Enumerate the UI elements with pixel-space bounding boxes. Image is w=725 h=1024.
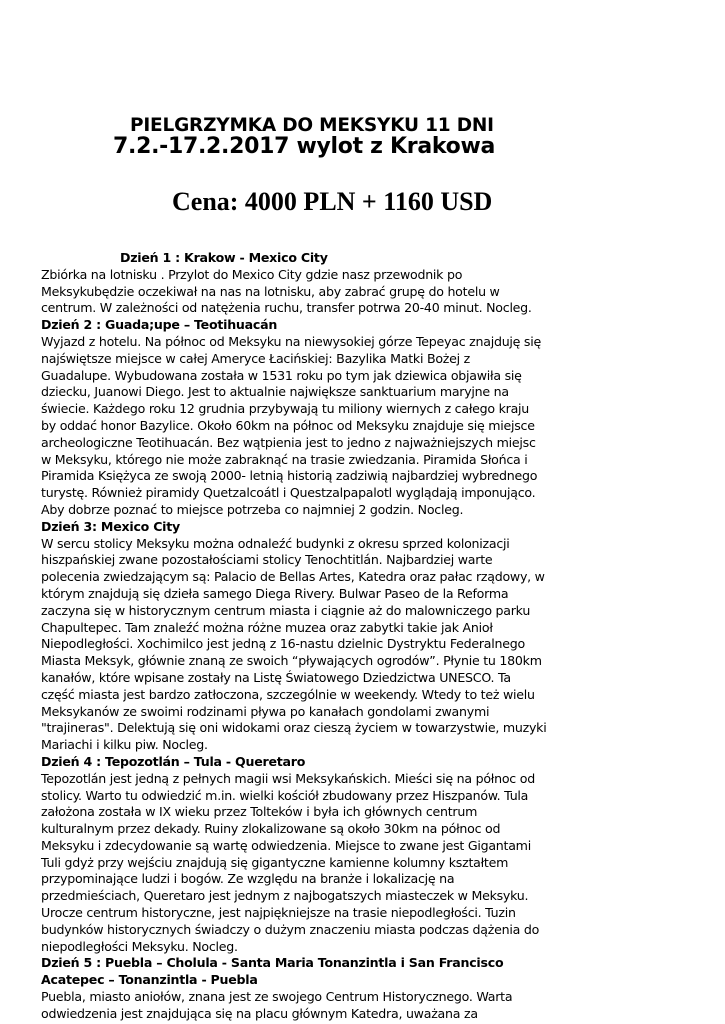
day-heading: Dzień 3: Mexico City [41, 518, 180, 534]
day-heading: Dzień 5 : Puebla – Cholula - Santa Maria Tonanzintla i San Francisco [41, 955, 504, 971]
body-text-line: w Meksyku, którego nie może zabraknąć na trasie zwiedzania. Piramida Słońca i [41, 451, 528, 467]
body-text-line: Niepodległości. Xochimilco jest jedną z 16-nastu dzielnic Dystryktu Federalnego [41, 636, 525, 652]
day-heading: Dzień 2 : Guada;upe – Teotihuacán [41, 317, 278, 333]
price-line: Cena: 4000 PLN + 1160 USD [172, 187, 493, 216]
body-text-line: centrum. W zależności od natężenia ruchu, transfer potrwa 20-40 minut. Nocleg. [41, 300, 532, 316]
body-text-line: kulturalnym przez dekady. Ruiny zlokalizowane są około 30km na północ od [41, 821, 501, 837]
body-text-line: przedmieściach, Queretaro jest jednym z najbogatszych miasteczek w Meksyku. [41, 888, 529, 904]
body-text-line: turystę. Również piramidy Quetzalcoátl i Questzalpapalotl wyglądają imponująco. [41, 485, 536, 501]
day-heading: Acatepec – Tonanzintla - Puebla [41, 972, 258, 988]
body-text-line: hiszpańskiej zwane pozostałościami stolicy Tenochtitlán. Najbardziej warte [41, 552, 493, 568]
body-text-line: Meksykubędzie oczekiwał na nas na lotnisku, aby zabrać grupę do hotelu w [41, 283, 500, 299]
body-text-line: odwiedzenia jest znajdująca się na placu głównym Katedra, uważana za [41, 1005, 478, 1021]
body-text-line: Wyjazd z hotelu. Na północ od Meksyku na niewysokiej górze Tepeyac znajduję się [41, 333, 541, 349]
itinerary-body [41, 250, 696, 1023]
body-text-line: Aby dobrze poznać to miejsce potrzeba co najmniej 2 godzin. Nocleg. [41, 501, 464, 517]
body-text-line: świecie. Każdego roku 12 grudnia przybywają tu miliony wiernych z całego kraju [41, 401, 530, 417]
body-text-line: Miasta Meksyk, głównie znaną ze swoich “pływających ogrodów”. Płynie tu 180km [41, 653, 542, 669]
body-text-line: założona została w IX wieku przez Tolteków i była ich głównych centrum [41, 804, 478, 820]
body-text-line: Chapultepec. Tam znaleźć można różne muzea oraz zabytki takie jak Anioł [41, 619, 493, 635]
body-text-line: W sercu stolicy Meksyku można odnaleźć budynki z okresu sprzed kolonizacji [41, 535, 510, 551]
body-text-line: Meksykanów ze swoimi rodzinami pływa po kanałach gondolami zwanymi [41, 703, 490, 719]
body-text-line: polecenia zwiedzającym są: Palacio de Bellas Artes, Katedra oraz pałac rządowy, w [41, 569, 545, 585]
body-text-line: przypominające ludzi i bogów. Ze względu na branże i lokalizację na [41, 871, 455, 887]
body-text-line: Meksyku i zdecydowanie są wartę odwiedzenia. Miejsce to zwane jest Gigantami [41, 837, 531, 853]
day-heading: Dzień 1 : Krakow - Mexico City [120, 250, 328, 265]
body-text-line: którym znajdują się dzieła samego Diega Rivery. Bulwar Paseo de la Reforma [41, 585, 509, 601]
body-text-line: Guadalupe. Wybudowana została w 1531 roku po tym jak dziewica objawiła się [41, 367, 522, 383]
body-text-line: część miasta jest bardzo zatłoczona, szczególnie w weekendy. Wtedy to też wielu [41, 686, 535, 702]
body-text-line: archeologiczne Teotihuacán. Bez wątpienia jest to jedno z najważniejszych miejsc [41, 434, 536, 450]
body-text-line: kanałów, które wpisane zostały na Listę Światowego Dziedzictwa UNESCO. Ta [41, 669, 511, 685]
document-title: PIELGRZYMKA DO MEKSYKU 11 DNI [130, 115, 494, 136]
body-text-line: "trajineras". Delektują się oni widokami oraz cieszą życiem w towarzystwie, muzyki [41, 720, 547, 736]
body-text-line: stolicy. Warto tu odwiedzić m.in. wielki kościół zbudowany przez Hiszpanów. Tula [41, 787, 529, 803]
day-heading: Dzień 4 : Tepozotlán – Tula - Queretaro [41, 753, 306, 769]
body-text-line: by oddać honor Bazylice. Około 60km na północ od Meksyku znajduje się miejsce [41, 417, 535, 433]
body-text-line: dziecku, Juanowi Diego. Jest to aktualnie największe sanktuarium maryjne na [41, 384, 509, 400]
body-text-line: zaczyna się w historycznym centrum miasta i ciągnie aż do malowniczego parku [41, 602, 531, 618]
body-text-line: Piramida Księżyca ze swoją 2000- letnią historią zadziwią najbardziej wybrednego [41, 468, 538, 484]
body-text-line: Zbiórka na lotnisku . Przylot do Mexico City gdzie nasz przewodnik po [41, 266, 463, 282]
body-text-line: Tuli gdyż przy wejściu znajdują się gigantyczne kamienne kolumny kształtem [41, 854, 509, 870]
body-text-line: Urocze centrum historyczne, jest najpiękniejsze na trasie niepodległości. Tuzin [41, 905, 516, 921]
body-text-line: niepodległości Meksyku. Nocleg. [41, 938, 238, 954]
body-text-line: Mariachi i kilku piw. Nocleg. [41, 737, 208, 753]
body-text-line: Tepozotlán jest jedną z pełnych magii wsi Meksykańskich. Mieści się na północ od [41, 770, 535, 786]
body-text-line: najświętsze miejsce w całej Ameryce Łacińskiej: Bazylika Matki Bożej z [41, 350, 471, 366]
body-text-line: budynków historycznych świadczy o dużym znaczeniu miasta podczas dążenia do [41, 921, 540, 937]
body-text-line: Puebla, miasto aniołów, znana jest ze swojego Centrum Historycznego. Warta [41, 989, 513, 1005]
document-subtitle-dates: 7.2.-17.2.2017 wylot z Krakowa [113, 134, 496, 159]
